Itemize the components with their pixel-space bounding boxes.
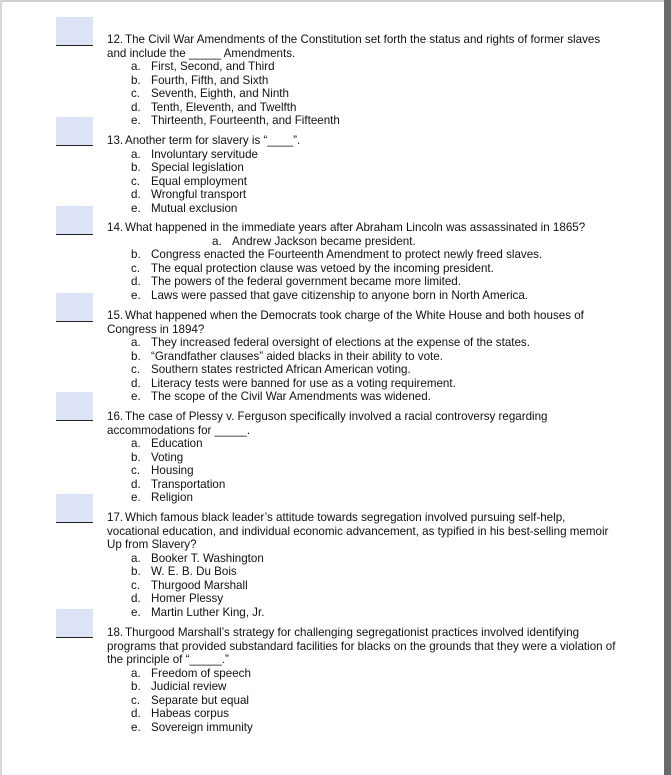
answer-field-16[interactable]	[56, 392, 93, 421]
option-text: Fourth, Fifth, and Sixth	[151, 73, 269, 87]
option-label: d.	[131, 275, 141, 288]
option-text: Andrew Jackson became president.	[232, 234, 416, 248]
option-c	[107, 464, 617, 478]
option-label: c.	[131, 363, 141, 376]
option-label: a.	[131, 147, 141, 161]
option-e	[107, 491, 617, 505]
option-label: a.	[131, 336, 141, 349]
option-e	[107, 606, 617, 620]
question-stem	[107, 221, 617, 235]
answer-field-14[interactable]	[56, 206, 93, 235]
option-e	[107, 390, 617, 404]
option-label: e.	[131, 720, 141, 734]
option-e	[107, 289, 617, 303]
option-e	[107, 721, 617, 735]
option-text: Judicial review	[151, 680, 227, 693]
question-number: 16.	[107, 410, 124, 423]
option-c	[107, 579, 617, 593]
answer-field-13[interactable]	[56, 117, 93, 146]
option-label: a.	[131, 551, 141, 565]
option-text: Martin Luther King, Jr.	[151, 605, 265, 619]
option-label: e.	[131, 605, 141, 619]
question-stem	[107, 626, 617, 667]
option-text: Thurgood Marshall	[151, 578, 248, 592]
option-label: b.	[131, 450, 141, 464]
option-label: a.	[131, 60, 141, 73]
option-text: Religion	[151, 491, 193, 504]
option-text: Freedom of speech	[151, 666, 251, 680]
option-text: Tenth, Eleventh, and Twelfth	[151, 100, 297, 114]
question-stem	[107, 134, 617, 148]
option-text: Sovereign immunity	[151, 720, 253, 734]
question-stem	[107, 33, 617, 60]
option-d	[107, 101, 617, 115]
option-label: b.	[131, 349, 141, 363]
option-e	[107, 202, 617, 216]
option-c	[107, 262, 617, 276]
option-label: a.	[212, 234, 222, 248]
question-text: Thurgood Marshall’s strategy for challenging segregationist practices involved identifying programs that provided substandard facilities for blacks on the grounds that they were a violation of the principle of “_____.”	[107, 626, 616, 666]
question-number: 13.	[107, 134, 124, 147]
option-text: Housing	[151, 464, 194, 477]
page-top-edge	[0, 0, 671, 2]
option-text: Mutual exclusion	[151, 201, 238, 215]
option-text: Separate but equal	[151, 693, 249, 707]
option-text: Laws were passed that gave citizenship to anyone born in North America.	[151, 288, 529, 302]
question-text: The Civil War Amendments of the Constitution set forth the status and rights of former slaves and include the _____ Amendments.	[107, 33, 601, 60]
option-text: Habeas corpus	[151, 707, 229, 720]
option-b	[107, 161, 617, 175]
option-text: Seventh, Eighth, and Ninth	[151, 87, 289, 100]
option-text: Literacy tests were banned for use as a voting requirement.	[151, 376, 456, 390]
option-label: b.	[131, 248, 141, 261]
option-label: b.	[131, 680, 141, 693]
option-text: Voting	[151, 450, 184, 464]
option-text: Homer Plessy	[151, 592, 224, 605]
question-stem	[107, 511, 617, 552]
option-label: c.	[131, 464, 141, 477]
option-text: Booker T. Washington	[151, 551, 264, 565]
window-scrollbar-edge	[664, 0, 671, 775]
option-text: The scope of the Civil War Amendments was widened.	[151, 390, 431, 403]
option-c	[107, 175, 617, 189]
option-text: Equal employment	[151, 174, 248, 188]
option-a	[107, 235, 617, 249]
answer-field-18[interactable]	[56, 609, 93, 638]
option-a	[107, 667, 617, 681]
option-text: Involuntary servitude	[151, 147, 258, 161]
option-label: d.	[131, 477, 141, 491]
question-text: Which famous black leader’s attitude towards segregation involved pursuing self-help, vocational education, and individual economic advancement, as typified in his best-selling memoir Up from Slavery?	[107, 511, 609, 551]
option-d	[107, 188, 617, 202]
option-text: “Grandfather clauses” aided blacks in their ability to vote.	[151, 349, 443, 363]
option-text: Congress enacted the Fourteenth Amendment to protect newly freed slaves.	[151, 248, 543, 261]
option-d	[107, 275, 617, 289]
option-label: d.	[131, 707, 141, 720]
option-b	[107, 74, 617, 88]
option-label: c.	[131, 261, 141, 275]
page-left-edge	[0, 0, 2, 775]
option-label: e.	[131, 114, 141, 127]
option-label: a.	[131, 666, 141, 680]
option-c	[107, 87, 617, 101]
option-text: Education	[151, 437, 203, 450]
option-d	[107, 377, 617, 391]
option-label: c.	[131, 578, 141, 592]
option-text: Southern states restricted African American voting.	[151, 363, 411, 376]
option-a	[107, 60, 617, 74]
option-text: They increased federal oversight of elections at the expense of the states.	[151, 336, 530, 349]
option-label: a.	[131, 437, 141, 450]
answer-field-12[interactable]	[56, 17, 93, 46]
option-label: e.	[131, 201, 141, 215]
option-text: The equal protection clause was vetoed by the incoming president.	[151, 261, 494, 275]
option-text: Special legislation	[151, 161, 244, 174]
option-text: Wrongful transport	[151, 188, 247, 201]
question-number: 12.	[107, 33, 124, 46]
option-text: First, Second, and Third	[151, 60, 275, 73]
option-label: e.	[131, 390, 141, 403]
option-b	[107, 248, 617, 262]
answer-field-15[interactable]	[56, 293, 93, 322]
option-label: d.	[131, 376, 141, 390]
answer-field-17[interactable]	[56, 494, 93, 523]
question-text: What happened in the immediate years after Abraham Lincoln was assassinated in 1865?	[125, 221, 586, 234]
option-text: W. E. B. Du Bois	[151, 565, 237, 578]
option-label: c.	[131, 174, 141, 188]
option-e	[107, 114, 617, 128]
question-stem	[107, 309, 617, 336]
option-label: c.	[131, 693, 141, 707]
option-label: e.	[131, 288, 141, 302]
option-label: d.	[131, 188, 141, 201]
question-text: Another term for slavery is “____”.	[125, 134, 301, 147]
question-number: 18.	[107, 626, 124, 639]
option-label: e.	[131, 491, 141, 504]
option-b	[107, 350, 617, 364]
option-a	[107, 336, 617, 350]
option-text: Thirteenth, Fourteenth, and Fifteenth	[151, 114, 340, 127]
option-b	[107, 565, 617, 579]
question-stem	[107, 410, 617, 437]
option-a	[107, 148, 617, 162]
option-label: b.	[131, 565, 141, 578]
question-number: 17.	[107, 511, 124, 524]
option-c	[107, 363, 617, 377]
option-text: The powers of the federal government became more limited.	[151, 275, 461, 288]
option-label: b.	[131, 161, 141, 174]
option-label: c.	[131, 87, 141, 100]
option-text: Transportation	[151, 477, 226, 491]
option-c	[107, 694, 617, 708]
question-number: 15.	[107, 309, 124, 322]
question-number: 14.	[107, 221, 124, 234]
option-a	[107, 552, 617, 566]
option-label: b.	[131, 73, 141, 87]
option-b	[107, 451, 617, 465]
option-d	[107, 707, 617, 721]
option-label: d.	[131, 100, 141, 114]
question-text: What happened when the Democrats took charge of the White House and both houses of Congress in 1894?	[107, 309, 584, 336]
question-text: The case of Plessy v. Ferguson specifically involved a racial controversy regarding accommodations for _____.	[107, 410, 548, 437]
option-b	[107, 680, 617, 694]
option-label: d.	[131, 592, 141, 605]
option-a	[107, 437, 617, 451]
option-d	[107, 592, 617, 606]
option-d	[107, 478, 617, 492]
